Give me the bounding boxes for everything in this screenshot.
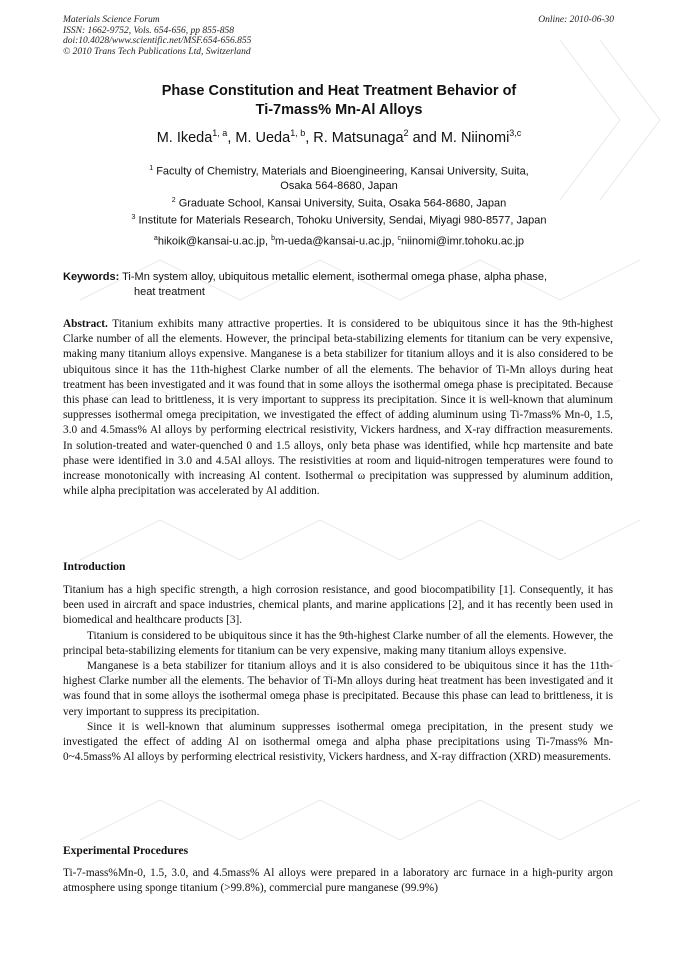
abstract-text: Titanium exhibits many attractive properties. It is considered to be ubiquitous since it has the 9th-highest Clarke number of all the elements. However, the principal beta-stabilizing elements for titanium can be very expensive, making many titanium alloys expensive. Manganese is a beta stabilizer for titanium alloys and it is also considered to be ubiquitous since it has the 11th-highest Clarke number of all the elements. The behavior of Ti-Mn alloys during heat treatment has been investigated and it was found that in some alloys the isothermal omega phase is precipitated. Because this phase can lead to brittleness, it is very important to suppress its precipitation. Since it is well-known that aluminum suppresses isothermal omega precipitation, we investigated the effect of adding aluminum using Ti-7mass% Mn-0, 1.5, 3.0 and 4.5mass% Al alloys by performing electrical resistivity, Vickers hardness, and X-ray diffraction measurements. In solution-treated and water-quenched 0 and 1.5 alloys, only beta phase was identified, while hcp martensite and bate phase were identified in 3.0 and 4.5Al alloys. The resistivities at room and liquid-nitrogen temperatures were found to increase monotonically with increasing Al content. Isothermal ω precipitation was suppressed by aluminum addition, while alpha precipitation was accelerated by Al addition. [63,318,613,498]
abstract-label: Abstract. [63,318,108,330]
experimental-body [63,866,613,896]
keywords-label: Keywords: [63,271,120,283]
affiliation-text: Graduate School, Kansai University, Suita, Osaka 564-8680, Japan [178,197,507,210]
affiliation-sup: 1 [149,165,154,172]
affiliation-sup: 3 [131,213,136,221]
author-name: M. Ikeda [156,129,213,146]
author-sup: 1, b [290,128,306,138]
affiliation-item [60,194,618,211]
journal-doi: doi:10.4028/www.scientific.net/MSF.654-656.855 [63,36,252,46]
author-name: M. Ueda [235,129,291,146]
author-separator: , [227,129,236,146]
introduction-body [63,583,613,765]
abstract [63,317,613,499]
email-sup: c [397,235,401,242]
author-sup: 3,c [509,128,522,138]
journal-issn: ISSN: 1662-9752, Vols. 654-656, pp 855-858 [63,25,234,36]
section-heading-introduction: Introduction [63,561,126,573]
email-link[interactable]: niinomi@imr.tohoku.ac.jp [401,235,525,248]
keywords-line-1: Ti-Mn system alloy, ubiquitous metallic element, isothermal omega phase, alpha phase, [122,271,548,283]
email-link[interactable]: hikoik@kansai-u.ac.jp [157,235,265,248]
paragraph: Manganese is a beta stabilizer for titanium alloys and it is also considered to be ubiquitous since it has the 11th-highest Clarke number all the elements. The behavior of Ti-Mn alloys during heat treatment has been investigated and it was found that in some alloys the isothermal omega phase is precipitated. Because this phase can lead to brittleness, it is very important to suppress its precipitation. [63,660,613,718]
affiliations [60,162,618,228]
journal-name: Materials Science Forum [63,15,160,25]
email-link[interactable]: m-ueda@kansai-u.ac.jp [275,235,392,248]
paragraph: Titanium has a high specific strength, a high corrosion resistance, and good biocompatibility [1]. Consequently, it has been used in aircraft and space industries, chemical plants, and marine applications [2], and it has recently been used in biomedical and healthcare products [3]. [63,584,613,627]
affiliation-item [60,211,618,228]
title-line-2: Ti-7mass% Mn-Al Alloys [255,102,423,118]
journal-copyright: © 2010 Trans Tech Publications Ltd, Switzerland [63,46,251,57]
paper-title [60,82,618,120]
affiliation-text: Institute for Materials Research, Tohoku University, Sendai, Miyagi 980-8577, Japan [138,214,547,227]
author-name: R. Matsunaga [313,129,404,146]
keywords [63,270,616,299]
author-separator: and [408,129,441,146]
email-sup: a [153,235,158,242]
paragraph: Ti-7-mass%Mn-0, 1.5, 3.0, and 4.5mass% Al alloys were prepared in a laboratory arc furnace in a high-purity argon atmosphere using sponge titanium (>99.8%), commercial pure manganese (99.9%) [63,867,613,895]
affiliation-item-cont: Osaka 564-8680, Japan [280,180,398,193]
email-sup: b [271,235,276,242]
online-date: Online: 2010-06-30 [538,15,614,25]
paragraph: Titanium is considered to be ubiquitous since it has the 9th-highest Clarke number of all the elements. However, the principal beta-stabilizing elements for titanium can be very expensive, making many titanium alloys expensive. [63,629,613,657]
journal-header [63,15,251,57]
paragraph: Since it is well-known that aluminum suppresses isothermal omega precipitation, in the present study we investigated the effect of adding Al on isothermal omega and alpha phase precipitations using Ti-7mass% Mn-0~4.5mass% Al alloys by performing electrical resistivity, Vickers hardness, and X-ray diffraction (XRD) measurements. [63,720,613,764]
section-heading-experimental: Experimental Procedures [63,845,189,857]
affiliation-sup: 2 [171,196,176,204]
email-list: $^a$hikoik@kansai-u.ac.jp, $^b$m-ueda@kansai-u.ac.jp, $^c$niinomi@imr.tohoku.ac.jp [153,235,525,248]
affiliation-item [60,162,618,179]
author-list [60,128,618,146]
affiliation-text: Faculty of Chemistry, Materials and Bioengineering, Kansai University, Suita, [156,165,529,178]
title-line-1: Phase Constitution and Heat Treatment Behavior of [161,83,517,99]
author-name: M. Niinomi [440,129,510,146]
author-sup: 2 [403,128,409,138]
author-separator: , [305,129,314,146]
keywords-line-2: heat treatment [134,285,205,298]
author-sup: 1, a [212,128,228,138]
